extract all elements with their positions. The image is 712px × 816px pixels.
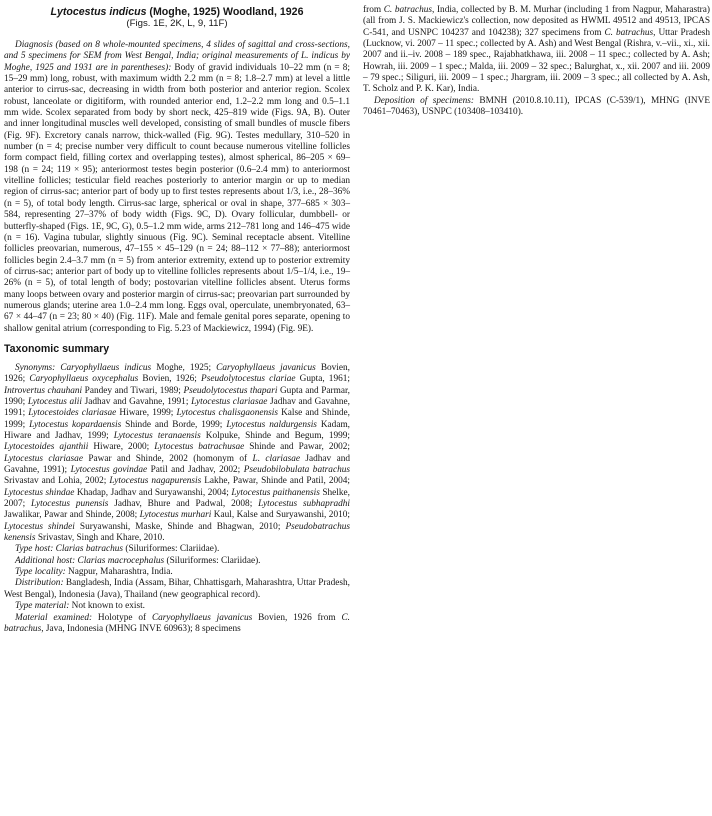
distribution-entry: Distribution: Bangladesh, India (Assam, Bihar, Chhattisgarh, Maharashtra, Uttar Pradesh, West Bengal), Indonesia (Java), Thailand (new geographical record).	[4, 578, 350, 600]
taxonomic-summary-heading: Taxonomic summary	[4, 342, 110, 355]
material-examined-entry: Material examined: Holotype of Caryophyllaeus javanicus Bovien, 1926 from C. batrachus, Java, Indonesia (MHNG INVE 60963); 8 specimens	[4, 612, 350, 634]
type-material-entry: Type material: Not known to exist.	[15, 601, 145, 612]
diagnosis-paragraph: Diagnosis (based on 8 whole-mounted specimens, 4 slides of sagittal and cross-sections, and 5 specimens for SEM from West Bengal, India; original measurements of L. indicus by Moghe, 1925 and 1931 are in parentheses): Body of gravid individuals 10–22 mm (n = 8; 15–29 mm) long, robust, with maximum width 2.2 mm (n = 8; 1.8–2.7 mm) at level a little anterior to cirrus-sac, decreasing in width from both posterior and anterior region. Scolex robust, lanceolate or digitiform, with rounded anterior end, 1.2–2.2 mm long and 0.5–1.1 mm wide. Scolex separated from body by short neck, 425–819 wide (Figs. 9A, B). Outer and inner longitudinal muscles well developed, consisting of small bundles of muscle fibers (Fig. 9F). Excretory canals narrow, thick-walled (Fig. 9G). Testes medullary, 310–520 in number (n = 4; precise number very difficult to count because numerous vitelline follicles form compact field, filling cortex and overlapping testes), almost spherical, 86–205 × 69–198 (n = 24; 119 × 95); anteriormost testes begin posterior (0.6–2.4 mm) to anteriormost vitelline follicles; testicular field reaches posteriorly to anterior margin or up to median region of cirrus-sac; anterior part of body up to first testes represents about 1/3, i.e., 28–36% (n = 5), of total body length. Cirrus-sac large, spherical or oval in shape, 377–685 × 303–584, representing 27–37% of body width (Figs. 9C, D). Ovary follicular, dumbbell- or butterfly-shaped (Figs. 1E, 9C, G), 0.5–1.2 mm wide, arms 212–781 long and 146–475 wide (n = 16). Vagina tubular, slightly sinuous (Fig. 9C). Seminal receptacle absent. Vitelline follicles preovarian, numerous, 47–155 × 45–129 (n = 24; 88–112 × 77–88); anteriormost follicles begin 2.4–3.7 mm (n = 5) from anterior extremity, extend up to posterior extremity of cirrus-sac; anterior part of body up to vitelline follicles represents about 1/5–1/4, i.e., 19–26% (n = 5), of total length of body; postovarian vitelline follicles absent. Uterus forms many loops between ovary and posterior margin of cirrus-sac; preovarian part surrounded by numerous glands; uterine area 1.0–2.4 mm long. Eggs oval, operculate, unembryonated, 63–67 × 44–47 (n = 23; 80 × 40) (Fig. 11F). Male and female genital pores separate, opening to shallow genital atrium (corresponding to Fig. 5.23 of Mackiewicz, 1994) (Fig. 9E).	[4, 40, 350, 334]
synonyms-paragraph: Synonyms: Caryophyllaeus indicus Moghe, 1925; Caryophyllaeus javanicus Bovien, 1926; Caryophyllaeus oxycephalus Bovien, 1926; Pseudolytocestus clariae Gupta, 1961; Introvertus chauhani Pandey and Tiwari, 1989; Pseudolytocestus thapari Gupta and Parmar, 1990; Lytocestus alii Jadhav and Gavahne, 1991; Lytocestus clariasae Jadhav and Gavahne, 1991; Lytocestoides clariasae Hiware, 1999; Lytocestus chalisgaonensis Kalse and Shinde, 1999; Lytocestus kopardaensis Shinde and Borde, 1999; Lytocestus naldurgensis Kadam, Hiware and Jadhav, 1999; Lytocestus teranaensis Kolpuke, Shinde and Begum, 1999; Lytocestoides ajanthii Hiware, 2000; Lytocestus batrachusae Shinde and Pawar, 2002; Lytocestus clariasae Pawar and Shinde, 2002 (homonym of L. clariasae Jadhav and Gavahne, 1991); Lytocestus govindae Patil and Jadhav, 2002; Pseudobilobulata batrachus Srivastav and Lohia, 2002; Lytocestus nagapurensis Lakhe, Pawar, Shinde and Patil, 2004; Lytocestus shindae Khadap, Jadhav and Suryawanshi, 2004; Lytocestus paithanensis Shelke, 2007; Lytocestus punensis Jadhav, Bhure and Padwal, 2008; Lytocestus subhapradhi Jawalikar, Pawar and Shinde, 2008; Lytocestus murhari Kaul, Kalse and Suryawanshi, 2010; Lytocestus shindei Suryawanshi, Maske, Shinde and Bhagwan, 2010; Pseudobatrachus kenensis Srivastav, Singh and Khare, 2010.	[4, 362, 351, 544]
title-authority: (Moghe, 1925) Woodland, 1926	[146, 6, 304, 18]
figure-reference: (Figs. 1E, 2K, L, 9, 11F)	[126, 18, 228, 29]
type-locality-entry: Type locality: Nagpur, Maharashtra, India.	[15, 567, 173, 578]
species-name: Lytocestus indicus	[50, 6, 147, 18]
additional-host-entry: Additional host: Clarias macrocephalus (Siluriformes: Clariidae).	[15, 555, 261, 566]
type-host-entry: Type host: Clarias batrachus (Siluriformes: Clariidae).	[15, 544, 220, 555]
species-title	[4, 6, 350, 18]
taxonomic-summary-body	[4, 363, 350, 635]
right-column-body	[363, 5, 710, 118]
right-column	[363, 5, 710, 816]
material-examined-continuation: from C. batrachus, India, collected by B. M. Murhar (including 1 from Nagpur, Maharastra) (all from J. S. Mackiewicz's collection, now deposited as HWML 49512 and 49513, IPCAS C-541, and USNPC 104237 and 104238); 327 specimens from C. batrachus, Uttar Pradesh (Lucknow, vi. 2007 – 11 spec.; collected by A. Ash) and West Bengal (Rishra, v.–vii., xi., xii. 2007 and ii.–iv. 2008 – 189 spec., Rajabhatkhawa, iii. 2008 – 11 spec.; collected by A. Ash; Howrah, iii. 2009 – 1 spec.; Malda, iii. 2009 – 32 spec.; Balurghat, x., xii. 2007 and iii. 2009 – 79 spec.; Siliguri, iii. 2009 – 1 spec.; Jhargram, iii. 2009 – 3 spec.; all collected by A. Ash, T. Scholz and P. K. Kar), India.	[363, 5, 710, 95]
left-column	[4, 5, 350, 816]
deposition-entry: Deposition of specimens: BMNH (2010.8.10.11), IPCAS (C-539/1), MHNG (INVE 70461–70463), USNPC (103408–103410).	[363, 95, 711, 118]
